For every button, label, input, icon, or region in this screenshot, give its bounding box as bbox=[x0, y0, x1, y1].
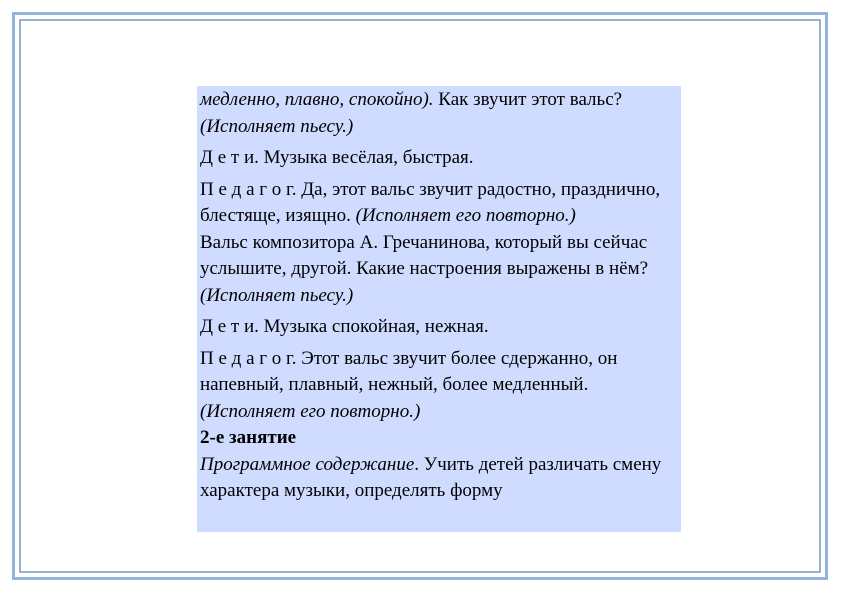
text-fragment: П е д а г о г. Этот вальс звучит более сдержанно, он напевный, плавный, нежный, более медленный. bbox=[200, 347, 618, 395]
italic-fragment: Программное содержание bbox=[200, 453, 415, 475]
text-fragment: Д е т и. Музыка спокойная, нежная. bbox=[200, 316, 489, 337]
stage-direction: (Исполняет его повторно.) bbox=[355, 205, 576, 226]
paragraph-3 bbox=[200, 177, 681, 230]
text-fragment: . Учить детей различать смену характера музыки, определять форму bbox=[200, 453, 662, 501]
text-fragment: Вальс композитора А. Гречанинова, который вы сейчас услышите, другой. Какие настроения выражены в нём? bbox=[200, 231, 649, 279]
paragraph-6 bbox=[200, 346, 681, 426]
paragraph-5 bbox=[200, 314, 681, 341]
italic-fragment: медленно, плавно, спокойно). bbox=[200, 89, 434, 110]
paragraph-4 bbox=[200, 230, 681, 310]
text-fragment: Как звучит этот вальс? bbox=[433, 89, 623, 110]
text-fragment: Д е т и. Музыка весёлая, быстрая. bbox=[200, 147, 474, 168]
stage-direction: (Исполняет пьесу.) bbox=[200, 115, 354, 137]
text-block bbox=[197, 86, 681, 532]
lesson-heading: 2-е занятие bbox=[200, 427, 297, 448]
paragraph-8 bbox=[200, 452, 681, 505]
paragraph-2 bbox=[200, 145, 681, 172]
stage-direction: (Исполняет пьесу.) bbox=[200, 284, 354, 306]
text-fragment: П е д а г о г. Да, этот вальс звучит радостно, празднично, блестяще, изящно. bbox=[200, 178, 661, 226]
paragraph-1 bbox=[200, 87, 681, 140]
stage-direction: (Исполняет его повторно.) bbox=[200, 400, 421, 422]
